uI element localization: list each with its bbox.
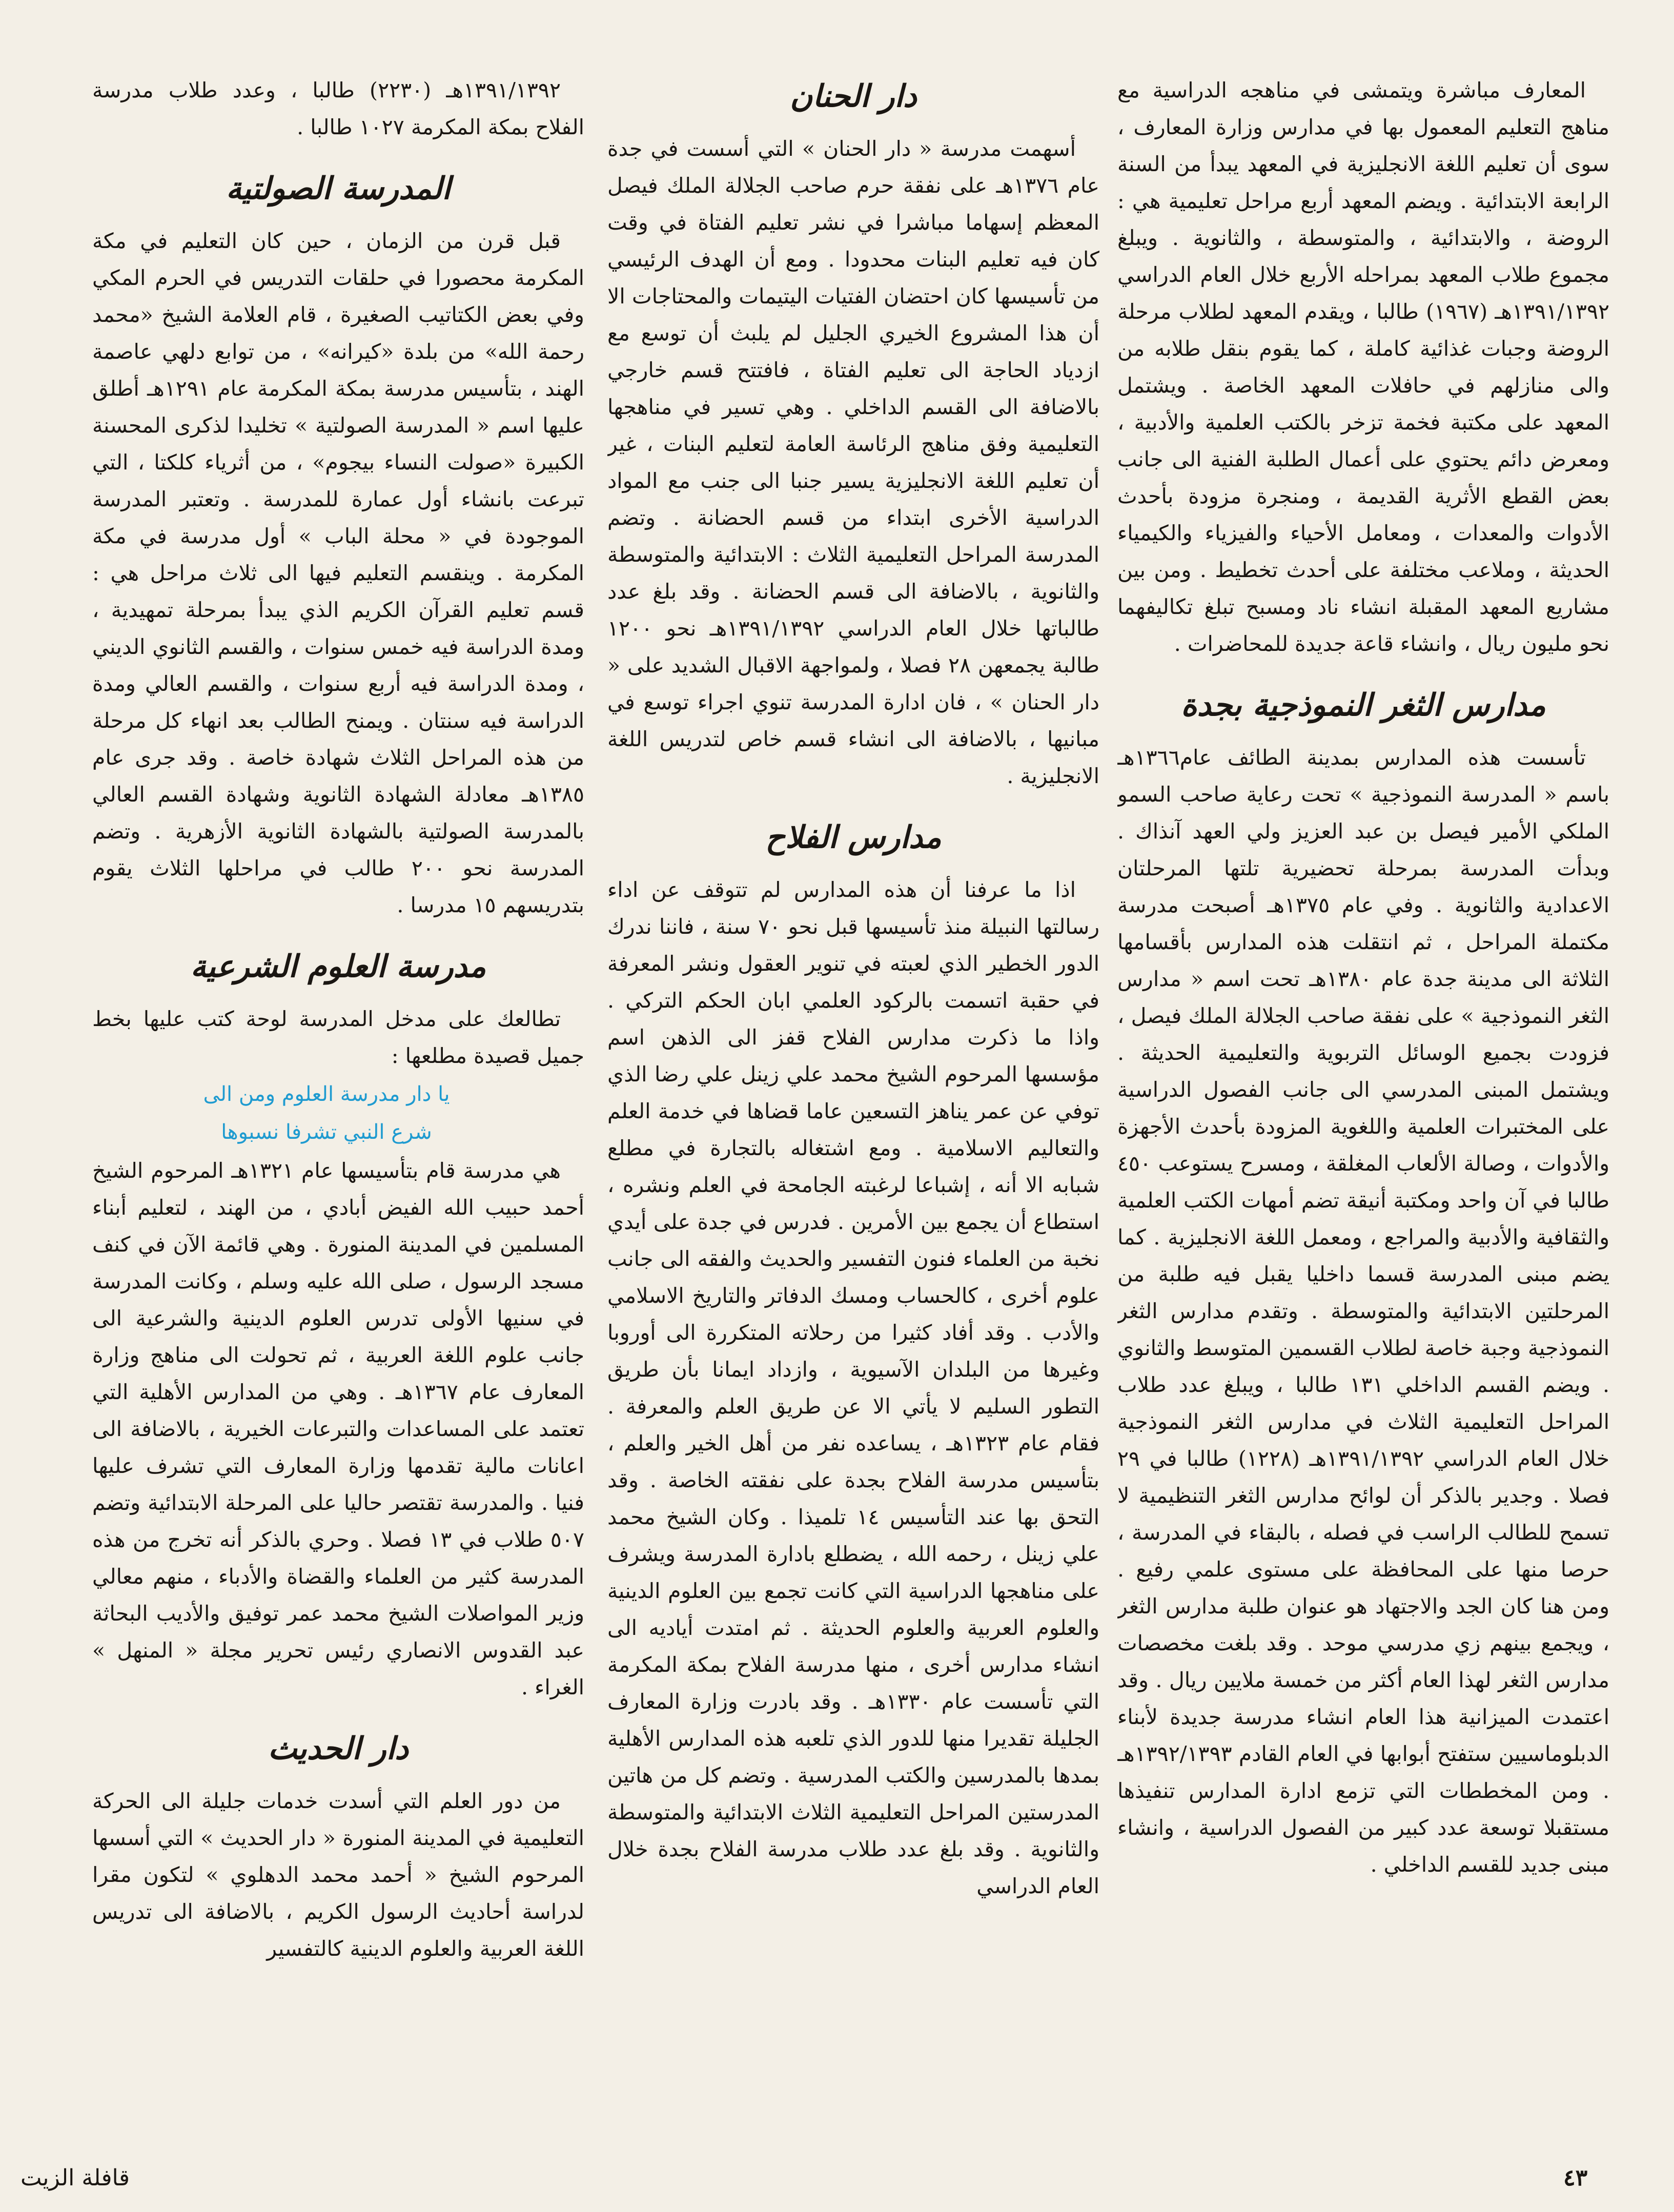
hanan-heading: دار الحنان	[790, 78, 917, 114]
column-right	[1117, 72, 1609, 2101]
saulatiya-heading: المدرسة الصولتية	[226, 171, 451, 207]
column-middle	[607, 72, 1099, 2101]
page-number: ٤٣	[1563, 2165, 1588, 2191]
thaghr-paragraph: تأسست هذه المدارس بمدينة الطائف عام١٣٦٦هـ باسم « المدرسة النموذجية » تحت رعاية صاحب السمو الملكي الأمير فيصل بن عبد العزيز ولي العهد آنذاك . وبدأت المدرسة بمرحلة تحضيرية تلتها المرحلتان الاعدادية والثانوية . وفي عام ١٣٧٥هـ أصبحت مدرسة مكتملة المراحل ، ثم انتقلت هذه المدارس بأقسامها الثلاثة الى مدينة جدة عام ١٣٨٠هـ تحت اسم « مدارس الثغر النموذجية » على نفقة صاحب الجلالة الملك فيصل ، فزودت بجميع الوسائل التربوية والتعليمية الحديثة . ويشتمل المبنى المدرسي الى جانب الفصول الدراسية على المختبرات العلمية واللغوية المزودة بأحدث الأجهزة والأدوات ، وصالة الألعاب المغلقة ، ومسرح يستوعب ٤٥٠ طالبا في آن واحد ومكتبة أنيقة تضم أمهات الكتب العلمية والثقافية والأدبية والمراجع ، ومعمل اللغة الانجليزية . كما يضم مبنى المدرسة قسما داخليا يقبل فيه طلبة من المرحلتين الابتدائية والمتوسطة . وتقدم مدارس الثغر النموذجية وجبة خاصة لطلاب القسمين المتوسط والثانوي . ويضم القسم الداخلي ١٣١ طالبا ، ويبلغ عدد طلاب المراحل التعليمية الثلاث في مدارس الثغر النموذجية خلال العام الدراسي ١٣٩١/١٣٩٢هـ (١٢٢٨) طالبا في ٢٩ فصلا . وجدير بالذكر أن لوائح مدارس الثغر التنظيمية لا تسمح للطالب الراسب في فصله ، بالبقاء في المدرسة ، حرصا منها على المحافظة على مستوى علمي رفيع . ومن هنا كان الجد والاجتهاد هو عنوان طلبة مدارس الثغر ، ويجمع بينهم زي مدرسي موحد . وقد بلغت مخصصات مدارس الثغر لهذا العام أكثر من خمسة ملايين ريال . وقد اعتمدت الميزانية هذا العام انشاء مدرسة جديدة لأبناء الدبلوماسيين ستفتح أبوابها في العام القادم ١٣٩٢/١٣٩٣هـ . ومن المخططات التي تزمع ادارة المدارس تنفيذها مستقبلا توسعة عدد كبير من الفصول الدراسية ، وانشاء مبنى جديد للقسم الداخلي .	[1117, 745, 1609, 1877]
falah-continuation: ١٣٩١/١٣٩٢هـ (٢٢٣٠) طالبا ، وعدد طلاب مدرسة الفلاح بمكة المكرمة ١٠٢٧ طالبا .	[92, 78, 584, 139]
saulatiya-paragraph: قبل قرن من الزمان ، حين كان التعليم في مكة المكرمة محصورا في حلقات التدريس في الحرم المكي وفي بعض الكتاتيب الصغيرة ، قام العلامة الشيخ «محمد رحمة الله» من بلدة «كيرانه» ، من توابع دلهي عاصمة الهند ، بتأسيس مدرسة بمكة المكرمة عام ١٢٩١هـ أطلق عليها اسم « المدرسة الصولتية » تخليدا لذكرى المحسنة الكبيرة «صولت النساء بيجوم» ، من أثرياء كلكتا ، التي تبرعت بانشاء أول عمارة للمدرسة . وتعتبر المدرسة الموجودة في « محلة الباب » أول مدرسة في مكة المكرمة . وينقسم التعليم فيها الى ثلاث مراحل هي : قسم تعليم القرآن الكريم الذي يبدأ بمرحلة تمهيدية ، ومدة الدراسة فيه خمس سنوات ، والقسم الثانوي الديني ، ومدة الدراسة فيه أربع سنوات ، والقسم العالي ومدة الدراسة فيه سنتان . ويمنح الطالب بعد انهاء كل مرحلة من هذه المراحل الثلاث شهادة خاصة . وقد جرى عام ١٣٨٥هـ معادلة الشهادة الثانوية وشهادة القسم العالي بالمدرسة الصولتية بالشهادة الثانوية الأزهرية . وتضم المدرسة نحو ٢٠٠ طالب في مراحلها الثلاث يقوم بتدريسهم ١٥ مدرسا .	[92, 229, 584, 917]
hanan-paragraph: أسهمت مدرسة « دار الحنان » التي أسست في جدة عام ١٣٧٦هـ على نفقة حرم صاحب الجلالة الملك فيصل المعظم إسهاما مباشرا في نشر تعليم الفتاة في وقت كان فيه تعليم البنات محدودا . ومع أن الهدف الرئيسي من تأسيسها كان احتضان الفتيات اليتيمات والمحتاجات الا أن هذا المشروع الخيري الجليل لم يلبث أن توسع مع ازدياد الحاجة الى تعليم الفتاة ، فافتتح قسم خارجي بالاضافة الى القسم الداخلي . وهي تسير في مناهجها التعليمية وفق مناهج الرئاسة العامة لتعليم البنات ، غير أن تعليم اللغة الانجليزية يسير جنبا الى جنب مع المواد الدراسية الأخرى ابتداء من قسم الحضانة . وتضم المدرسة المراحل التعليمية الثلاث : الابتدائية والمتوسطة والثانوية ، بالاضافة الى قسم الحضانة . وقد بلغ عدد طالباتها خلال العام الدراسي ١٣٩١/١٣٩٢هـ نحو ١٢٠٠ طالبة يجمعهن ٢٨ فصلا ، ولمواجهة الاقبال الشديد على « دار الحنان » ، فان ادارة المدرسة تنوي اجراء توسع في مبانيها ، بالاضافة الى انشاء قسم خاص لتدريس اللغة الانجليزية .	[607, 136, 1099, 788]
shariah-intro: تطالعك على مدخل المدرسة لوحة كتب عليها بخط جميل قصيدة مطلعها :	[92, 1007, 584, 1068]
falah-heading: مدارس الفلاح	[765, 820, 942, 855]
institute-paragraph: المعارف مباشرة ويتمشى في مناهجه الدراسية مع مناهج التعليم المعمول بها في مدارس وزارة المعارف ، سوى أن تعليم اللغة الانجليزية في المعهد يبدأ من السنة الرابعة الابتدائية . ويضم المعهد أربع مراحل تعليمية هي : الروضة ، والابتدائية ، والمتوسطة ، والثانوية . ويبلغ مجموع طلاب المعهد بمراحله الأربع خلال العام الدراسي ١٣٩١/١٣٩٢هـ (١٩٦٧) طالبا ، ويقدم المعهد لطلاب مرحلة الروضة وجبات غذائية كاملة ، كما يقوم بنقل طلابه من والى منازلهم في حافلات المعهد الخاصة . ويشتمل المعهد على مكتبة فخمة تزخر بالكتب العلمية والأدبية ، ومعرض دائم يحتوي على أعمال الطلبة الفنية الى جانب بعض القطع الأثرية القديمة ، ومنجرة مزودة بأحدث الأدوات والمعدات ، ومعامل الأحياء والفيزياء والكيمياء الحديثة ، وملاعب مختلفة على أحدث تخطيط . ومن بين مشاريع المعهد المقبلة انشاء ناد ومسبح تبلغ تكاليفهما نحو مليون ريال ، وانشاء قاعة جديدة للمحاضرات .	[1117, 78, 1609, 656]
hadith-paragraph: من دور العلم التي أسدت خدمات جليلة الى الحركة التعليمية في المدينة المنورة « دار الحديث » التي أسسها المرحوم الشيخ « أحمد محمد الدهلوي » لتكون مقرا لدراسة أحاديث الرسول الكريم ، بالاضافة الى تدريس اللغة العربية والعلوم الدينية كالتفسير	[92, 1789, 584, 1961]
shariah-paragraph: هي مدرسة قام بتأسيسها عام ١٣٢١هـ المرحوم الشيخ أحمد حبيب الله الفيض أبادي ، من الهند ، لتعليم أبناء المسلمين في المدينة المنورة . وهي قائمة الآن في كنف مسجد الرسول ، صلى الله عليه وسلم ، وكانت المدرسة في سنيها الأولى تدرس العلوم الدينية والشرعية الى جانب علوم اللغة العربية ، ثم تحولت الى مناهج وزارة المعارف عام ١٣٦٧هـ . وهي من المدارس الأهلية التي تعتمد على المساعدات والتبرعات الخيرية ، بالاضافة الى اعانات مالية تقدمها وزارة المعارف التي تشرف عليها فنيا . والمدرسة تقتصر حاليا على المرحلة الابتدائية وتضم ٥٠٧ طلاب في ١٣ فصلا . وحري بالذكر أنه تخرج من هذه المدرسة كثير من العلماء والقضاة والأدباء ، منهم معالي وزير المواصلات الشيخ محمد عمر توفيق والأديب البحاثة عبد القدوس الانصاري رئيس تحرير مجلة « المنهل » الغراء .	[92, 1158, 584, 1699]
falah-paragraph: اذا ما عرفنا أن هذه المدارس لم تتوقف عن اداء رسالتها النبيلة منذ تأسيسها قبل نحو ٧٠ سنة ، فاننا ندرك الدور الخطير الذي لعبته في تنوير العقول ونشر المعرفة في حقبة اتسمت بالركود العلمي ابان الحكم التركي . واذا ما ذكرت مدارس الفلاح قفز الى الذهن اسم مؤسسها المرحوم الشيخ محمد علي زينل علي رضا الذي توفي عن عمر يناهز التسعين عاما قضاها في خدمة العلم والتعاليم الاسلامية . ومع اشتغاله بالتجارة في مطلع شبابه الا أنه ، إشباعا لرغبته الجامحة في العلم ونشره ، استطاع أن يجمع بين الأمرين . فدرس في جدة على أيدي نخبة من العلماء فنون التفسير والحديث والفقه الى جانب علوم أخرى ، كالحساب ومسك الدفاتر والتاريخ الاسلامي والأدب . وقد أفاد كثيرا من رحلاته المتكررة الى أوروبا وغيرها من البلدان الآسيوية ، وازداد ايمانا بأن طريق التطور السليم لا يأتي الا عن طريق العلم والمعرفة . فقام عام ١٣٢٣هـ ، يساعده نفر من أهل الخير والعلم ، بتأسيس مدرسة الفلاح بجدة على نفقته الخاصة . وقد التحق بها عند التأسيس ١٤ تلميذا . وكان الشيخ محمد علي زينل ، رحمه الله ، يضطلع بادارة المدرسة ويشرف على مناهجها الدراسية التي كانت تجمع بين العلوم الدينية والعلوم العربية والعلوم الحديثة . ثم امتدت أياديه الى انشاء مدارس أخرى ، منها مدرسة الفلاح بمكة المكرمة التي تأسست عام ١٣٣٠هـ . وقد بادرت وزارة المعارف الجليلة تقديرا منها للدور الذي تلعبه هذه المدارس الأهلية بمدها بالمدرسين والكتب المدرسية . وتضم كل من هاتين المدرستين المراحل التعليمية الثلاث الابتدائية والمتوسطة والثانوية . وقد بلغ عدد طلاب مدرسة الفلاح بجدة خلال العام الدراسي	[607, 877, 1099, 1898]
page-footer	[0, 2163, 1674, 2194]
magazine-name: قافلة الزيت	[21, 2165, 130, 2191]
poem-line-1: يا دار مدرسة العلوم ومن الى	[203, 1082, 450, 1106]
thaghr-heading: مدارس الثغر النموذجية بجدة	[1181, 687, 1546, 723]
column-left	[92, 72, 584, 2101]
hadith-heading: دار الحديث	[268, 1731, 409, 1767]
poem-line-2: شرع النبي تشرفا نسبوها	[221, 1120, 432, 1144]
shariah-heading: مدرسة العلوم الشرعية	[190, 949, 486, 985]
